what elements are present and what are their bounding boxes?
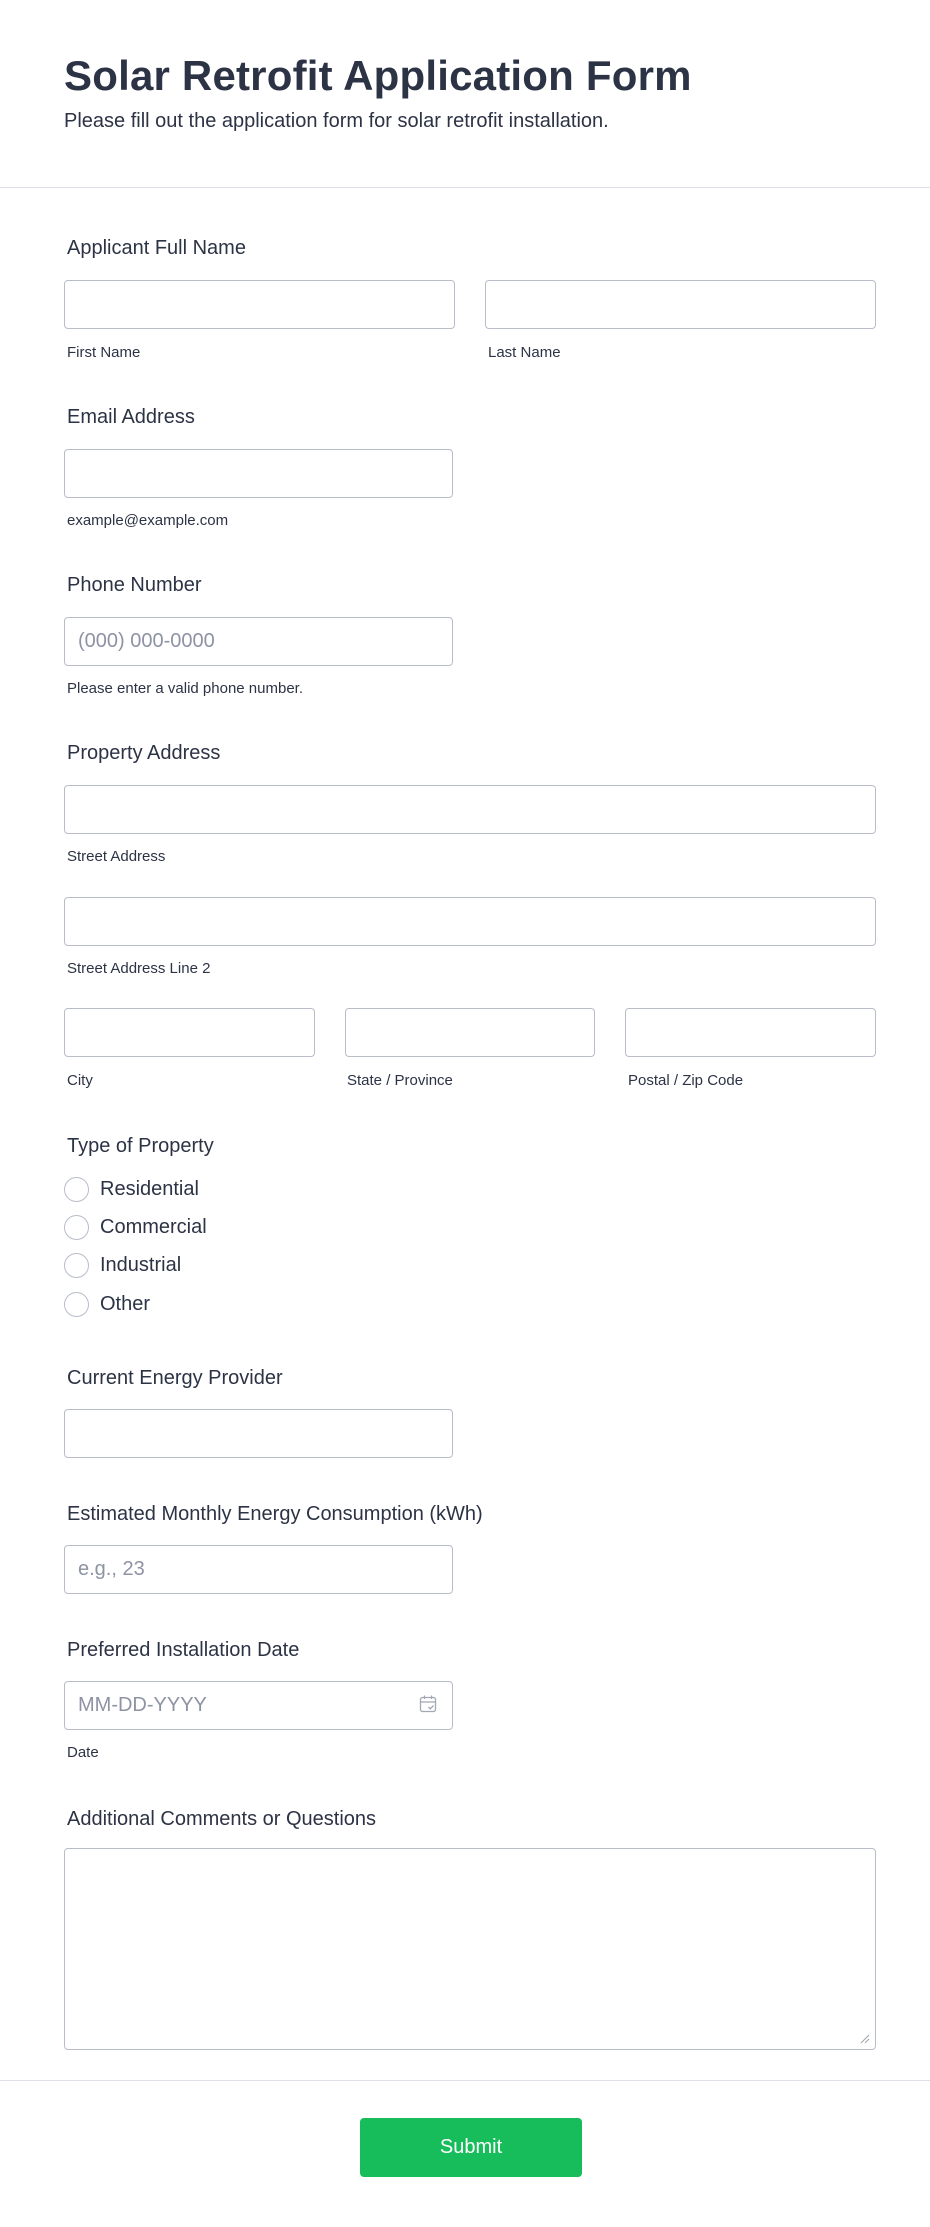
- zip-sublabel: Postal / Zip Code: [628, 1072, 744, 1089]
- radio-circle[interactable]: [64, 1177, 89, 1202]
- last-name-input[interactable]: [485, 280, 876, 329]
- full-name-label: Applicant Full Name: [67, 237, 246, 259]
- install-date-input[interactable]: [64, 1681, 453, 1730]
- energy-provider-input[interactable]: [64, 1409, 453, 1458]
- property-address-label: Property Address: [67, 742, 221, 764]
- consumption-label: Estimated Monthly Energy Consumption (kWh): [67, 1503, 483, 1525]
- consumption-input[interactable]: [64, 1545, 453, 1594]
- radio-circle[interactable]: [64, 1253, 89, 1278]
- phone-sublabel: Please enter a valid phone number.: [67, 680, 303, 697]
- radio-industrial[interactable]: [64, 1252, 181, 1278]
- radio-label: Residential: [100, 1177, 199, 1200]
- state-sublabel: State / Province: [347, 1072, 453, 1089]
- submit-button[interactable]: Submit: [360, 2118, 582, 2177]
- zip-input[interactable]: [625, 1008, 876, 1057]
- street-address-sublabel: Street Address: [67, 848, 166, 865]
- first-name-input[interactable]: [64, 280, 455, 329]
- state-input[interactable]: [345, 1008, 595, 1057]
- street-address-line2-input[interactable]: [64, 897, 876, 946]
- property-type-label: Type of Property: [67, 1135, 214, 1157]
- phone-input[interactable]: [64, 617, 453, 666]
- street-address-line2-sublabel: Street Address Line 2: [67, 960, 211, 977]
- city-sublabel: City: [67, 1072, 93, 1089]
- install-date-label: Preferred Installation Date: [67, 1639, 300, 1661]
- calendar-icon[interactable]: [418, 1694, 438, 1714]
- radio-label: Industrial: [100, 1253, 182, 1276]
- last-name-sublabel: Last Name: [488, 344, 561, 361]
- email-label: Email Address: [67, 406, 195, 428]
- resize-grip-icon[interactable]: [858, 2032, 870, 2044]
- page-title: Solar Retrofit Application Form: [64, 52, 692, 99]
- city-input[interactable]: [64, 1008, 315, 1057]
- page-subtitle: Please fill out the application form for solar retrofit installation.: [64, 110, 609, 132]
- comments-textarea[interactable]: [64, 1848, 876, 2050]
- energy-provider-label: Current Energy Provider: [67, 1367, 283, 1389]
- radio-circle[interactable]: [64, 1292, 89, 1317]
- first-name-sublabel: First Name: [67, 344, 141, 361]
- email-sublabel: example@example.com: [67, 512, 229, 529]
- radio-commercial[interactable]: [64, 1214, 207, 1240]
- phone-label: Phone Number: [67, 574, 202, 596]
- radio-residential[interactable]: [64, 1176, 199, 1202]
- street-address-input[interactable]: [64, 785, 876, 834]
- email-input[interactable]: [64, 449, 453, 498]
- radio-label: Commercial: [100, 1215, 207, 1238]
- radio-other[interactable]: [64, 1291, 150, 1317]
- comments-label: Additional Comments or Questions: [67, 1808, 377, 1830]
- radio-label: Other: [100, 1292, 151, 1315]
- form-header: [0, 0, 930, 188]
- install-date-sublabel: Date: [67, 1744, 99, 1761]
- radio-circle[interactable]: [64, 1215, 89, 1240]
